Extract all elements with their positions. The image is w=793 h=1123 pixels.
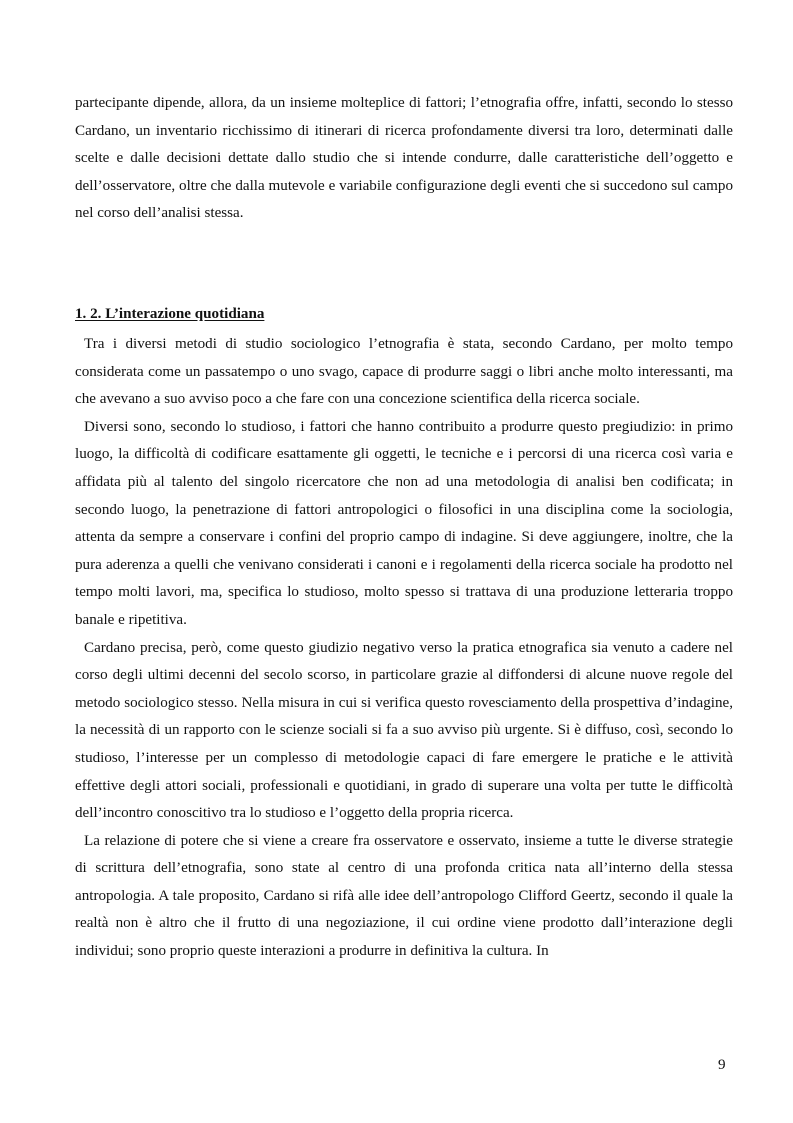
section-heading: 1. 2. L’interazione quotidiana (75, 306, 265, 322)
document-page (75, 90, 733, 960)
paragraph-4: La relazione di potere che si viene a creare fra osservatore e osservato, insieme a tutte le diverse strategie di scrittura dell’etnografia, sono state al centro di una profonda critica nata all’interno della stessa antropologia. A tale proposito, Cardano si rifà alle idee dell’antropologo Clifford Geertz, secondo il quale la realtà non è altro che il frutto di una negoziazione, il cui ordine viene prodotto dall’interazione degli individui; sono proprio queste interazioni a produrre in definitiva la cultura. In (75, 832, 733, 960)
paragraph-1: Tra i diversi metodi di studio sociologico l’etnografia è stata, secondo Cardano, per molto tempo considerata come un passatempo o uno svago, capace di produrre saggi o libri anche molto interessanti, ma che avevano a suo avviso poco a che fare con una concezione scientifica della ricerca sociale. (75, 336, 733, 408)
paragraph-2: Diversi sono, secondo lo studioso, i fattori che hanno contribuito a produrre questo pregiudizio: in primo luogo, la difficoltà di codificare esattamente gli oggetti, le tecniche e i percorsi di una ricerca così varia e affidata più al talento del singolo ricercatore che non ad una metodologia di analisi ben codificata; in secondo luogo, la penetrazione di fattori antropologici o filosofici in una disciplina come la sociologia, attenta da sempre a conservare i confini del proprio campo di indagine. Si deve aggiungere, inoltre, che la pura aderenza a quelli che venivano considerati i canoni e i regolamenti della ricerca sociale ha prodotto nel tempo molti lavori, ma, specifica lo studioso, molto spesso si trattava di una produzione letteraria troppo banale e ripetitiva. (75, 418, 733, 628)
opening-paragraph: partecipante dipende, allora, da un insieme molteplice di fattori; l’etnografia offre, infatti, secondo lo stesso Cardano, un inventario ricchissimo di itinerari di ricerca profondamente diversi tra loro, determinati dalle scelte e dalle decisioni dettate dallo studio che si intende condurre, dalle caratteristiche dell’oggetto e dell’osservatore, oltre che dalla mutevole e variabile configurazione degli eventi che si succedono sul campo nel corso dell’analisi stessa. (75, 95, 733, 222)
section-body (75, 331, 733, 966)
page-number: 9 (718, 1057, 726, 1073)
paragraph-3: Cardano precisa, però, come questo giudizio negativo verso la pratica etnografica sia venuto a cadere nel corso degli ultimi decenni del secolo scorso, in particolare grazie al diffondersi di alcune nuove regole del metodo sociologico stesso. Nella misura in cui si verifica questo rovesciamento della prospettiva d’indagine, la necessità di un rapporto con le scienze sociali si fa a suo avviso più urgente. Si è diffuso, così, secondo lo studioso, l’interesse per un complesso di metodologie capaci di fare emergere le pratiche e le attività effettive degli attori sociali, professionali e quotidiani, in grado di superare una volta per tutte le difficoltà dell’incontro conoscitivo tra lo studioso e l’oggetto della propria ricerca. (75, 639, 733, 822)
